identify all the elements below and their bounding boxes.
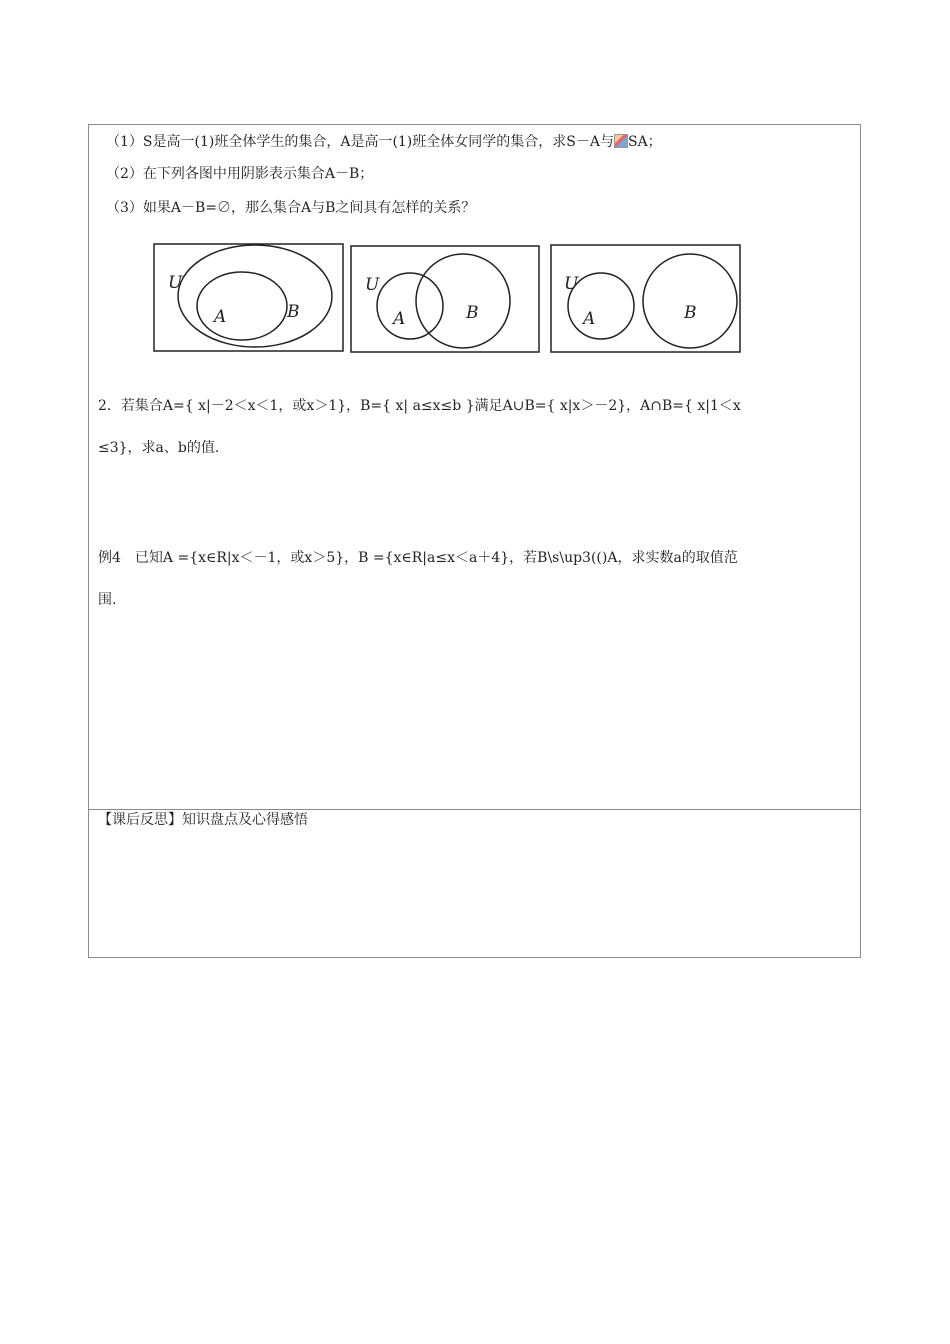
- set-a-ellipse-1: [197, 272, 287, 340]
- set-b-circle-3: [643, 254, 737, 348]
- universal-rect-1: [154, 244, 343, 351]
- question-3: （3）如果A－B=∅，那么集合A与B之间具有怎样的关系？: [106, 200, 476, 216]
- reflection-title: 【课后反思】知识盘点及心得感悟: [98, 812, 308, 828]
- example-4-line-2: 围.: [98, 592, 117, 608]
- universal-label-2: U: [365, 275, 380, 295]
- set-b-label-3: B: [684, 303, 697, 323]
- universal-label-1: U: [168, 273, 183, 293]
- set-b-circle-2: [416, 254, 510, 348]
- set-a-circle-2: [377, 273, 443, 339]
- example-4-line-1: 例4 已知A ={x∈R|x＜－1，或x＞5}，B ={x∈R|a≤x＜a＋4}，若B\s\up3(()A，求实数a的取值范: [98, 550, 738, 566]
- problem-2-line-1: 2．若集合A={ x|－2＜x＜1，或x＞1}，B={ x| a≤x≤b }满足A∪B={ x|x＞－2}，A∩B={ x|1＜x: [98, 398, 741, 414]
- set-a-label-3: A: [583, 309, 596, 329]
- venn-diagram-disjoint: [551, 245, 740, 352]
- venn-diagrams: [0, 0, 950, 400]
- universal-rect-2: [351, 246, 539, 352]
- question-1-tail: SA；: [627, 134, 662, 150]
- set-a-label-1: A: [214, 307, 227, 327]
- set-b-label-1: B: [287, 302, 300, 322]
- question-1-text: （1）S是高一(1)班全体学生的集合，A是高一(1)班全体女同学的集合，求S－A与: [106, 134, 614, 150]
- venn-diagram-subset: [154, 244, 343, 351]
- table-divider: [88, 809, 861, 810]
- set-a-label-2: A: [393, 309, 406, 329]
- universal-label-3: U: [564, 274, 579, 294]
- universal-rect-3: [551, 245, 740, 352]
- set-b-ellipse-1: [178, 245, 332, 347]
- venn-diagram-overlap: [351, 246, 539, 352]
- set-b-label-2: B: [466, 303, 479, 323]
- question-2: （2）在下列各图中用阴影表示集合A－B；: [106, 166, 374, 182]
- problem-2-line-2: ≤3}，求a、b的值.: [98, 440, 220, 456]
